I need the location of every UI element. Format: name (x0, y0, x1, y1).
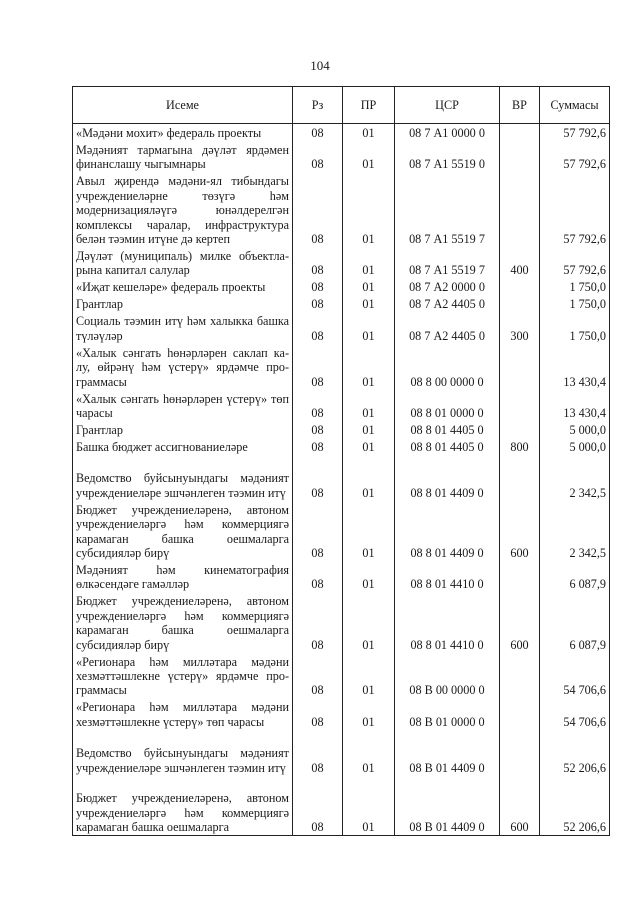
row-pr: 01 (343, 652, 395, 698)
row-sum: 2 342,5 (540, 500, 610, 560)
row-name: Мәдәният тармагына дәүләт ярдәмен финанслашу чыгымнары (73, 141, 293, 172)
row-pr: 01 (343, 343, 395, 389)
row-rz: 08 (293, 343, 343, 389)
row-csr: 08 8 01 4405 0 (395, 420, 500, 437)
row-csr: 08 7 А1 5519 7 (395, 246, 500, 277)
row-pr: 01 (343, 437, 395, 454)
row-rz: 08 (293, 652, 343, 698)
table-row (73, 698, 610, 729)
table-body (73, 124, 610, 836)
row-sum: 52 206,6 (540, 775, 610, 835)
row-pr: 01 (343, 420, 395, 437)
table-row (73, 437, 610, 454)
table-row (73, 729, 610, 775)
row-vr (500, 343, 540, 389)
row-csr: 08 8 01 4410 0 (395, 560, 500, 591)
row-vr (500, 172, 540, 247)
row-name: Бюджет учреждениеләренә, автоном учреждениеләргә һәм коммерциягә карамаган башка оешмаларга субсидияләр бирү (73, 592, 293, 652)
row-name: «Регионара һәм милләтара мәдәни хезмәттәшлекне үстерү» ярдәмче про-граммасы (73, 652, 293, 698)
row-name: «Мәдәни мохит» федераль проекты (73, 124, 293, 141)
table-row (73, 652, 610, 698)
row-rz: 08 (293, 500, 343, 560)
table-row (73, 312, 610, 343)
row-sum: 57 792,6 (540, 124, 610, 141)
row-name: Мәдәният һәм кинематография өлкәсендәге гамәлләр (73, 560, 293, 591)
row-csr: 08 В 00 0000 0 (395, 652, 500, 698)
page-number: 104 (310, 58, 330, 73)
row-csr: 08 7 А1 5519 7 (395, 172, 500, 247)
row-vr (500, 698, 540, 729)
budget-table (72, 86, 610, 836)
row-vr (500, 295, 540, 312)
row-sum: 5 000,0 (540, 437, 610, 454)
row-rz: 08 (293, 437, 343, 454)
header-row (73, 87, 610, 124)
row-vr (500, 141, 540, 172)
row-name: Дәүләт (муниципаль) милке объектла-рына капитал салулар (73, 246, 293, 277)
row-rz: 08 (293, 141, 343, 172)
table-row (73, 246, 610, 277)
row-sum: 13 430,4 (540, 343, 610, 389)
table-row (73, 775, 610, 835)
row-sum: 54 706,6 (540, 698, 610, 729)
row-name: Грантлар (73, 420, 293, 437)
row-name: Бюджет учреждениеләренә, автоном учреждениеләргә һәм коммерциягә карамаган башка оешмаларга субсидияләр бирү (73, 500, 293, 560)
table-row (73, 295, 610, 312)
row-csr: 08 8 01 4409 0 (395, 454, 500, 500)
row-rz: 08 (293, 278, 343, 295)
row-rz: 08 (293, 560, 343, 591)
row-csr: 08 7 А2 4405 0 (395, 295, 500, 312)
row-rz: 08 (293, 454, 343, 500)
row-csr: 08 В 01 4409 0 (395, 775, 500, 835)
row-vr: 600 (500, 775, 540, 835)
row-vr: 600 (500, 592, 540, 652)
row-sum: 54 706,6 (540, 652, 610, 698)
row-name: Ведомство буйсынуындагы мәдәният учреждениеләре эшчәнлеген тәэмин итү (73, 729, 293, 775)
table-row (73, 172, 610, 247)
row-sum: 57 792,6 (540, 246, 610, 277)
row-rz: 08 (293, 124, 343, 141)
row-rz: 08 (293, 698, 343, 729)
row-rz: 08 (293, 729, 343, 775)
table-row (73, 278, 610, 295)
row-name: Авыл җирендә мәдәни-ял тибындагы учреждениеләрне төзүгә һәм модернизацияләүгә юнәлдерелгән комплексы чаралар, инфраструктура белән тәэмин итүне дә кертеп (73, 172, 293, 247)
row-vr (500, 124, 540, 141)
table-row (73, 560, 610, 591)
row-csr: 08 8 01 4409 0 (395, 500, 500, 560)
table-row (73, 141, 610, 172)
row-rz: 08 (293, 592, 343, 652)
row-name: Бюджет учреждениеләренә, автоном учреждениеләргә һәм коммерциягә карамаган башка оешмаларга (73, 775, 293, 835)
row-sum: 6 087,9 (540, 560, 610, 591)
row-rz: 08 (293, 312, 343, 343)
row-pr: 01 (343, 775, 395, 835)
row-sum: 52 206,6 (540, 729, 610, 775)
table-row (73, 420, 610, 437)
row-name: Грантлар (73, 295, 293, 312)
row-vr (500, 729, 540, 775)
row-csr: 08 7 А2 4405 0 (395, 312, 500, 343)
row-pr: 01 (343, 124, 395, 141)
row-rz: 08 (293, 172, 343, 247)
row-pr: 01 (343, 172, 395, 247)
table-row (73, 124, 610, 141)
table-row (73, 454, 610, 500)
row-name: «Иҗат кешеләре» федераль проекты (73, 278, 293, 295)
row-pr: 01 (343, 454, 395, 500)
row-sum: 57 792,6 (540, 172, 610, 247)
row-name: «Халык сәнгать һөнәрләрен саклап ка-лу, өйрәнү һәм үстерү» ярдәмче про-граммасы (73, 343, 293, 389)
row-sum: 5 000,0 (540, 420, 610, 437)
row-vr (500, 652, 540, 698)
row-sum: 1 750,0 (540, 312, 610, 343)
row-sum: 1 750,0 (540, 295, 610, 312)
row-vr: 800 (500, 437, 540, 454)
row-pr: 01 (343, 312, 395, 343)
row-pr: 01 (343, 141, 395, 172)
row-rz: 08 (293, 389, 343, 420)
row-csr: 08 7 А1 0000 0 (395, 124, 500, 141)
row-pr: 01 (343, 500, 395, 560)
row-sum: 1 750,0 (540, 278, 610, 295)
row-csr: 08 В 01 4409 0 (395, 729, 500, 775)
row-csr: 08 7 А1 5519 0 (395, 141, 500, 172)
row-rz: 08 (293, 295, 343, 312)
row-vr (500, 420, 540, 437)
row-csr: 08 7 А2 0000 0 (395, 278, 500, 295)
table-row (73, 500, 610, 560)
row-name: Социаль тәэмин итү һәм халыкка башка түләүләр (73, 312, 293, 343)
row-vr (500, 560, 540, 591)
row-pr: 01 (343, 295, 395, 312)
row-name: «Халык сәнгать һөнәрләрен үстерү» төп чарасы (73, 389, 293, 420)
row-csr: 08 8 01 4405 0 (395, 437, 500, 454)
header-csr: ЦСР (395, 87, 500, 124)
row-pr: 01 (343, 246, 395, 277)
row-rz: 08 (293, 420, 343, 437)
row-vr: 300 (500, 312, 540, 343)
row-vr (500, 278, 540, 295)
row-sum: 6 087,9 (540, 592, 610, 652)
row-sum: 2 342,5 (540, 454, 610, 500)
row-name: Башка бюджет ассигнованиеләре (73, 437, 293, 454)
header-sum: Суммасы (540, 87, 610, 124)
row-name: «Регионара һәм милләтара мәдәни хезмәттәшлекне үстерү» төп чарасы (73, 698, 293, 729)
row-pr: 01 (343, 278, 395, 295)
row-csr: 08 8 01 4410 0 (395, 592, 500, 652)
row-pr: 01 (343, 389, 395, 420)
table-row (73, 592, 610, 652)
row-rz: 08 (293, 246, 343, 277)
row-pr: 01 (343, 560, 395, 591)
row-pr: 01 (343, 729, 395, 775)
header-rz: Рз (293, 87, 343, 124)
row-sum: 57 792,6 (540, 141, 610, 172)
header-pr: ПР (343, 87, 395, 124)
table-row (73, 343, 610, 389)
row-vr (500, 389, 540, 420)
row-pr: 01 (343, 592, 395, 652)
header-vr: ВР (500, 87, 540, 124)
row-sum: 13 430,4 (540, 389, 610, 420)
row-vr: 600 (500, 500, 540, 560)
row-name: Ведомство буйсынуындагы мәдәният учреждениеләре эшчәнлеген тәэмин итү (73, 454, 293, 500)
table-row (73, 389, 610, 420)
row-pr: 01 (343, 698, 395, 729)
row-csr: 08 8 00 0000 0 (395, 343, 500, 389)
row-csr: 08 В 01 0000 0 (395, 698, 500, 729)
row-vr: 400 (500, 246, 540, 277)
row-rz: 08 (293, 775, 343, 835)
header-name: Исеме (73, 87, 293, 124)
row-csr: 08 8 01 0000 0 (395, 389, 500, 420)
row-vr (500, 454, 540, 500)
